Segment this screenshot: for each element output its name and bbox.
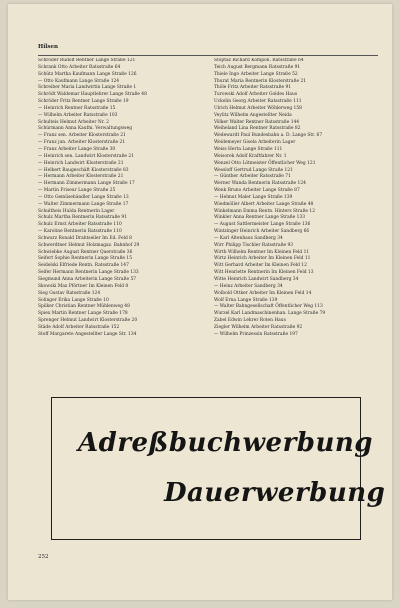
page-number: 252 [38,554,49,560]
left-column [38,58,206,339]
directory-entry: Ulrich Helmut Arbeiter Wöhlerweg 158 [214,105,302,111]
directory-entry: — Otto Kaufmann Lange Straße 124 [38,78,120,84]
directory-entry: — Franz jun. Arbeiter Klosterstraße 21 [38,140,126,146]
directory-entry: Schütz Martha Kaufmann Lange Straße 126 [38,71,137,77]
directory-entry: — Walter Zimmermann Lange Straße 17 [38,201,129,207]
directory-entry: Solinger Erika Lange Straße 10 [38,297,109,303]
advertisement-line-2: Dauerwerbung [164,478,386,508]
directory-entry: Sprenger Helmut Landwirt Klosterstraße 20 [38,318,138,324]
directory-entry: Siegmund Anna Arbeiterin Lange Straße 57 [38,277,137,282]
directory-entry: Werner Wanda Rentnerin Ratsstraße 124 [214,181,306,187]
directory-entry: Spilker Christian Rentner Mühlenweg 48 [38,304,130,310]
directory-entry: — Günther Arbeiter Ratsstraße 71 [214,174,291,180]
directory-entry: — Martin Friseur Lange Straße 25 [38,188,116,194]
advertisement-line-1: Adreßbuchwerbung [78,428,373,458]
directory-entry: Wenk Bruno Arbeiter Lange Straße 87 [214,188,300,194]
directory-entry: Turowski Adolf Arbeiter Goldes Haus [214,92,298,98]
directory-entry: Schrank Otto Arbeiter Ratsstraße 64 [38,64,121,70]
directory-entry: Schröder Rudolf Rentner Lange Straße 121 [38,58,136,63]
directory-entry: Schulz Ernst Arbeiter Ratsstraße 110 [38,222,122,228]
header-rule [38,55,378,56]
directory-entry: — Heinrich Rentner Ratsstraße 15 [38,105,116,111]
directory-entry: Winkelmann Emma Rentn. Hinters Straße 12 [214,208,315,214]
directory-entry: Ziegler Wilhelm Arbeiter Ratsstraße 92 [214,324,303,330]
directory-entry: Wedewardt Paul Bundesbahn a. D. Lange Str. 67 [214,133,323,139]
directory-entry: Schulz Martha Rentnerin Ratsstraße 91 [38,215,127,221]
directory-entry: — Karl Altenhaus Sandberg 34 [214,235,283,241]
directory-entry: Wirtz Heinrich Arbeiter Im Kleinen Feld 11 [214,256,311,262]
directory-entry: Stoff Margarete Angestellter Lange Str. 134 [38,331,137,337]
directory-entry: Winkler Anna Rentner Lange Straße 133 [214,215,306,221]
directory-entry: — Wilhelm Prinzessin Ratsstraße 197 [214,331,298,337]
directory-entry: Weiheland Lina Rentner Ratsstraße 82 [214,126,301,132]
directory-entry: Seifer Hermann Rentnerin Lange Straße 133 [38,270,139,276]
directory-page [8,4,392,600]
directory-entry: Teich August Bergmann Ratsstraße 91 [214,64,301,70]
directory-entry: Wiedmöller Albert Arbeiter Lange Straße 48 [214,201,314,207]
directory-entry: Schwerdtner Helmut Holzmagaz. Bahnhof 29 [38,242,140,248]
directory-entry: — Hermann Zimmermann Lange Straße 17 [38,181,135,187]
directory-entry: Schwarz Ronald Drahtseiler Im Ed. Feld 8 [38,235,132,241]
directory-entry: Städe Adolf Arbeiter Ratsstraße 152 [38,324,120,330]
directory-entry: Witte Heinrich Landwirt Sandberg 34 [214,277,299,282]
directory-entry: — Heinrich sen. Landwirt Klosterstraße 21 [38,153,134,159]
directory-entry: — Heinrich Landwirt Klosterstraße 21 [38,160,124,166]
directory-entry: — Wilhelm Arbeiter Ratsstraße 103 [38,112,118,118]
directory-entry: Witt Gerhard Arbeiter Im Kleinen Feld 12 [214,263,307,269]
directory-entry: Wolbold Ottker Arbeiter Im Kleinen Feld 14 [214,290,312,296]
directory-entry: — Hermann Arbeiter Klosterstraße 21 [38,174,124,180]
directory-entry: — Otto Gemüsehändler Lange Straße 13 [38,194,129,200]
right-column [214,58,382,339]
directory-entry: — Karoline Rentnerin Ratsstraße 110 [38,229,122,235]
directory-entry: Spiex Martin Rentner Lange Straße 178 [38,311,128,317]
directory-entry: Schultheis Hulda Rentnerin Lager [38,208,115,214]
directory-entry: Uckelin Georg Arbeiter Ratsstraße 111 [214,99,302,105]
directory-entry: Seifert Sophie Rentnerin Lange Straße 15 [38,256,132,262]
directory-entry: Wessloff Gertrud Lange Straße 121 [214,167,293,173]
directory-entry: Veylitz Wilhelm Angestellter Neida [214,112,292,118]
directory-entry: Schwiebke August Rentner Querstraße 36 [38,249,133,255]
directory-entry: Zabel Edwin Lehrer Roten Haus [214,318,286,324]
directory-entry: Wurzel Karl Landmaschinenhan. Lange Straße 79 [214,311,326,317]
directory-entry: — August Sattlermeister Lange Straße 136 [214,222,311,228]
directory-entry: Schürmann Anna Kaufm. Verwaltungsweg [38,126,133,132]
page-header: Hilsen [38,44,58,50]
directory-entry: Weisorek Adolf Kraftfahrer Nr. 1 [214,153,287,159]
directory-entry: Weidemeyer Gisela Arbeiterin Lager [214,140,296,146]
directory-entry: Schulteis Helmut Arbeiter Nr. 2 [38,119,109,125]
directory-entry: — Walter Bahngesellschaft Öffentlicher Weg 113 [214,304,323,310]
directory-entry: Schröder Fritz Rentner Lange Straße 19 [38,99,129,105]
advertisement-box [51,397,386,540]
directory-entry: Thiele Ingo Arbeiter Lange Straße 52 [214,71,298,77]
directory-entry: — Helbert Baugeschäft Klosterstraße 83 [38,167,129,173]
directory-entry: Wirth Wilhelm Rentner Im Kleinen Feld 11 [214,249,310,255]
directory-entry: Wintzinger Heinrich Arbeiter Sandberg 66 [214,229,310,235]
directory-entry: — Franz Arbeiter Lange Straße 30 [38,146,116,152]
directory-entry: — Heinz Arbeiter Sandberg 34 [214,283,283,289]
directory-entry: Witt Henriette Rentnerin Im Kleinen Feld 13 [214,270,314,276]
directory-entry: Schreiber Maria Landwirtin Lange Straße 1 [38,85,137,91]
directory-entry: Thöle Fritz Arbeiter Ratsstraße 91 [214,85,292,91]
directory-entry: Völker Walter Rentner Ratsstraße 144 [214,119,300,125]
directory-entry: Seidelski Elfriede Rentn. Ratsstraße 147 [38,263,129,269]
directory-entry: — Franz sen. Arbeiter Klosterstraße 21 [38,133,126,139]
directory-entry: Wenzel Otto Lötmeister Öffentlicher Weg 121 [214,160,316,166]
directory-entry: Wolf Erna Lange Straße 139 [214,297,278,303]
directory-entry: Skowski Max Pförtner Im Kleinen Feld 8 [38,283,129,289]
directory-entry: Stoptaz Richard Kompon. Ratsstraße 64 [214,58,304,63]
directory-entry: Sieg Gustav Ratsstraße 124 [38,290,101,296]
directory-entry: Schrödt Waldemar Hauptlehrer Lange Straße 48 [38,92,147,98]
directory-entry: Wirr Philipp Tischler Ratsstraße 93 [214,242,294,248]
directory-entry: — Helmut Maler Lange Straße 139 [214,194,293,200]
directory-entry: Weiss Herta Lange Straße 111 [214,146,283,152]
directory-entry: Thurat Maria Rentnerin Klosterstraße 21 [214,78,307,84]
